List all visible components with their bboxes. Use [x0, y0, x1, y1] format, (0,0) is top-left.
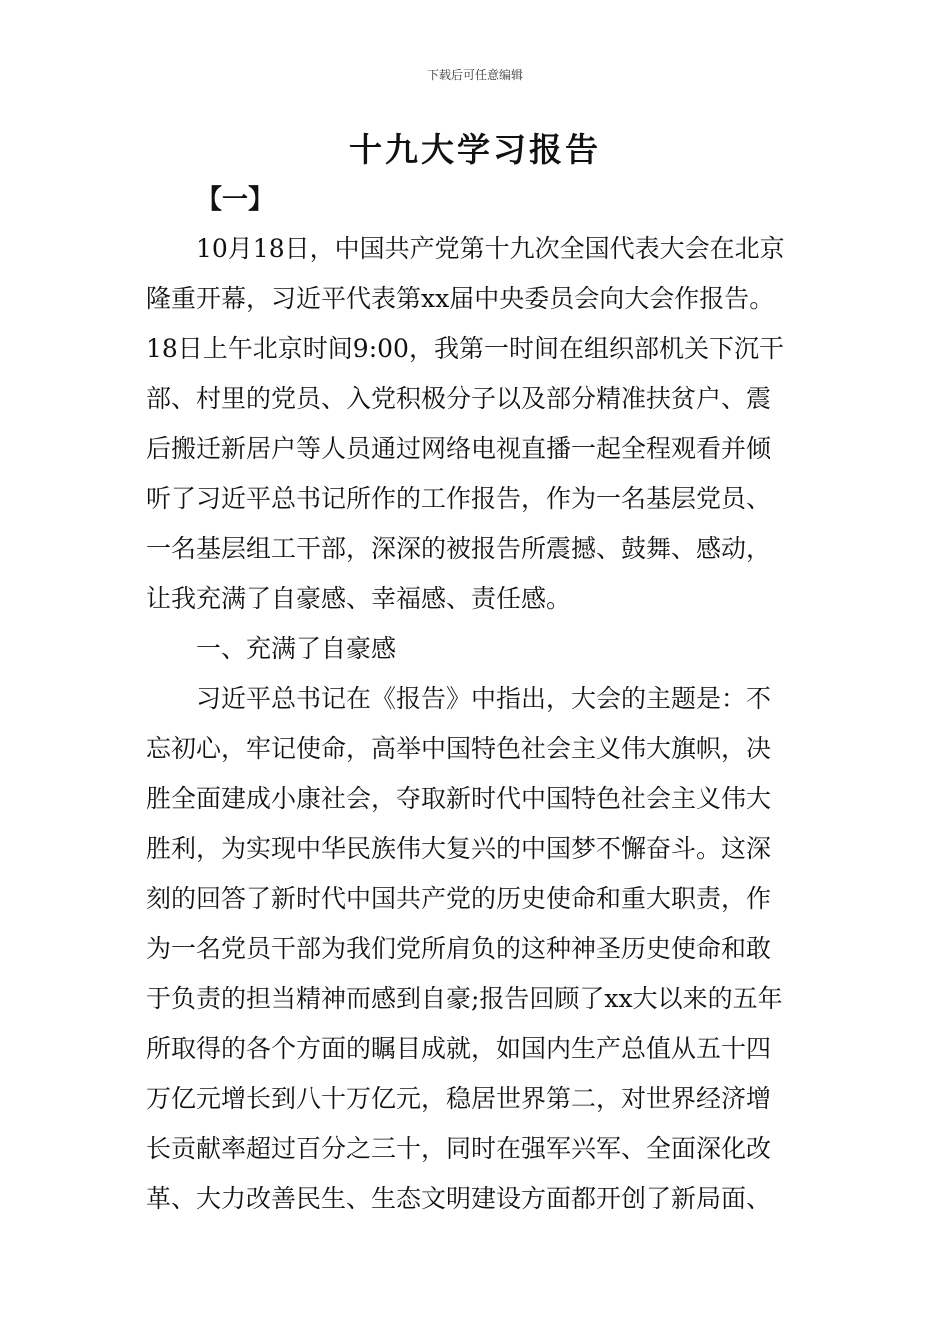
text-line: 后搬迁新居户等人员通过网络电视直播一起全程观看并倾 [146, 434, 772, 463]
page-title: 十九大学习报告 [349, 130, 601, 169]
text-line: 胜利，为实现中华民族伟大复兴的中国梦不懈奋斗。这深 [146, 834, 772, 863]
text-line: 听了习近平总书记所作的工作报告，作为一名基层党员、 [146, 484, 772, 513]
text-line: 习近平总书记在《报告》中指出，大会的主题是：不 [196, 684, 772, 713]
text-line: 18日上午北京时间9:00，我第一时间在组织部机关下沉干 [146, 334, 784, 363]
text-line: 一名基层组工干部，深深的被报告所震撼、鼓舞、感动， [146, 534, 772, 563]
body-text [146, 224, 836, 1224]
text-line: 为一名党员干部为我们党所肩负的这种神圣历史使命和敢 [146, 934, 772, 963]
text-line: 长贡献率超过百分之三十，同时在强军兴军、全面深化改 [146, 1134, 772, 1163]
text-line: 部、村里的党员、入党积极分子以及部分精准扶贫户、震 [146, 384, 772, 413]
text-line: 隆重开幕，习近平代表第xx届中央委员会向大会作报告。 [146, 284, 775, 313]
text-line: 所取得的各个方面的瞩目成就，如国内生产总值从五十四 [146, 1034, 772, 1063]
text-line: 让我充满了自豪感、幸福感、责任感。 [146, 584, 572, 613]
text-line: 刻的回答了新时代中国共产党的历史使命和重大职责，作 [146, 884, 772, 913]
section-marker: 【一】 [196, 185, 275, 215]
text-line: 于负责的担当精神而感到自豪;报告回顾了xx大以来的五年 [146, 984, 783, 1013]
text-line: 胜全面建成小康社会，夺取新时代中国特色社会主义伟大 [146, 784, 772, 813]
text-line: 一、充满了自豪感 [196, 634, 397, 663]
text-line: 忘初心，牢记使命，高举中国特色社会主义伟大旗帜，决 [146, 734, 772, 763]
text-line: 革、大力改善民生、生态文明建设方面都开创了新局面、 [146, 1184, 772, 1213]
text-line: 10月18日，中国共产党第十九次全国代表大会在北京 [196, 234, 785, 263]
header-note: 下载后可任意编辑 [426, 68, 523, 82]
text-line: 万亿元增长到八十万亿元，稳居世界第二，对世界经济增 [146, 1084, 772, 1113]
